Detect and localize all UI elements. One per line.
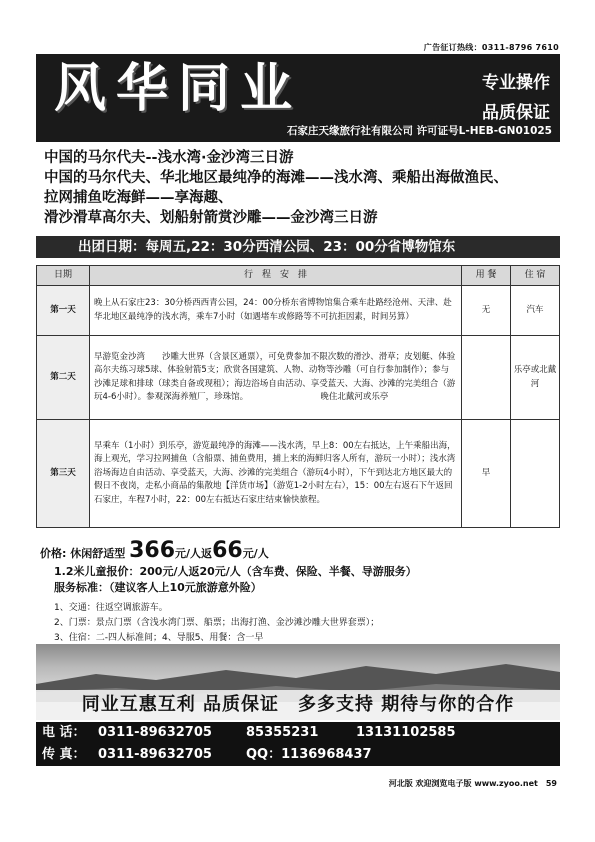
departure-banner: 出团日期：每周五,22：30分西清公园、23：00分省博物馆东	[36, 236, 560, 258]
phone-number-1: 0311-89632705	[98, 725, 212, 740]
fax-number: 0311-89632705	[98, 747, 212, 762]
tagline-quality: 品质保证	[482, 103, 550, 123]
day-label: 第二天	[37, 336, 90, 420]
col-date: 日期	[37, 266, 90, 286]
headline-1: 中国的马尔代夫--浅水湾·金沙湾三日游	[44, 150, 294, 166]
child-price: 1.2米儿童报价：200元/人返20元/人（含车费、保险、半餐、导游服务）	[54, 565, 417, 578]
day-meal	[462, 336, 511, 420]
phone-number-3: 13131102585	[356, 725, 456, 740]
brand-title: 风华同业	[54, 58, 303, 119]
day-label: 第三天	[37, 420, 90, 528]
adult-price-unit: 元/人返	[175, 547, 213, 560]
day-plan: 晚上从石家庄23：30分桥西西青公园，24：00分桥东省博物馆集合乘车赴路经沧州、天津、赴华北地区最纯净的浅水湾，乘车7小时（如遇堵车或修路等不可抗拒因素，时间另算）	[90, 286, 462, 336]
headline-2: 中国的马尔代夫、华北地区最纯净的海滩——浅水湾、乘船出海做渔民、	[44, 170, 508, 186]
company-license: 石家庄天缘旅行社有限公司 许可证号L-HEB-GN01025	[287, 125, 552, 137]
day-plan: 早游览金沙湾 沙雕大世界（含景区通票），可免费参加不限次数的滑沙、滑草；皮划艇、体验高尔夫练习球5球、体验射箭5支；欣赏各国建筑、人物、动物等沙雕（可自行参加制作）；参与沙滩足球和排球（球类自备或现租）；海边浴场自由活动、享受蓝天、大海、沙滩的完美组合（游玩4-6小时）。参观深海养殖厂，珍珠馆。 晚住北戴河或乐亭	[90, 336, 462, 420]
phone-number-2: 85355231	[246, 725, 319, 740]
phone-bar	[36, 722, 560, 744]
fax-label: 传 真：	[42, 747, 86, 762]
fax-bar	[36, 744, 560, 766]
note-accommodation: 3、住宿：二-四人标准间；4、导服5、用餐：含一早	[54, 633, 264, 643]
headline-4: 滑沙滑草高尔夫、划船射箭赏沙雕——金沙湾三日游	[44, 210, 378, 226]
phone-label: 电 话：	[42, 725, 86, 740]
qq-number: QQ：1136968437	[246, 747, 372, 762]
day-plan: 早乘车（1小时）到乐亭，游览最纯净的海滩——浅水湾，早上8：00左右抵达，上午乘船出海，海上观光，学习拉网捕鱼（含船票、捕鱼费用，捕上来的海鲜归客人所有，游玩一小时）；浅水湾浴场海边自由活动、享受蓝天，大海、沙滩的完美组合（游玩4小时），下午到达北方地区最大的假日不夜岗，走私小商品的集散地【洋货市场】（游览1-2小时左右），15：00左右返石下午返回石家庄，车程7小时，22：00左右抵达石家庄结束愉快旅程。	[90, 420, 462, 528]
itinerary-table	[36, 265, 560, 528]
page-footer: 河北版 欢迎浏览电子版 www.zyoo.net 59	[388, 779, 557, 788]
col-meal: 用 餐	[462, 266, 511, 286]
day-stay: 汽车	[511, 286, 560, 336]
day-stay	[511, 420, 560, 528]
table-row	[37, 336, 560, 420]
service-standard: 服务标准：（建议客人上10元旅游意外险）	[54, 581, 262, 594]
table-row	[37, 420, 560, 528]
day-stay: 乐亭或北戴河	[511, 336, 560, 420]
headline-3: 拉网捕鱼吃海鲜——享海趣、	[44, 190, 233, 206]
table-row	[37, 286, 560, 336]
day-label: 第一天	[37, 286, 90, 336]
price-type: 休闲舒适型	[70, 547, 126, 560]
table-header-row	[37, 266, 560, 286]
rebate-amount: 66	[212, 538, 243, 563]
note-tickets: 2、门票：景点门票（含浅水湾门票、船票；出海打渔、金沙滩沙雕大世界套票）；	[54, 618, 380, 628]
slogan-bar: 同业互惠互利 品质保证 多多支持 期待与你的合作	[36, 690, 560, 720]
rebate-unit: 元/人	[242, 547, 269, 560]
day-meal: 早	[462, 420, 511, 528]
note-transport: 1、交通：往返空调旅游车。	[54, 603, 168, 613]
col-plan: 行 程 安 排	[90, 266, 462, 286]
ad-hotline: 广告征订热线：0311-8796 7610	[423, 43, 559, 52]
col-stay: 住 宿	[511, 266, 560, 286]
price-label: 价格:	[40, 547, 67, 560]
tagline-professional: 专业操作	[482, 73, 550, 93]
header-banner	[36, 54, 560, 142]
adult-price: 366	[129, 538, 176, 563]
price-line	[40, 538, 269, 563]
day-meal: 无	[462, 286, 511, 336]
